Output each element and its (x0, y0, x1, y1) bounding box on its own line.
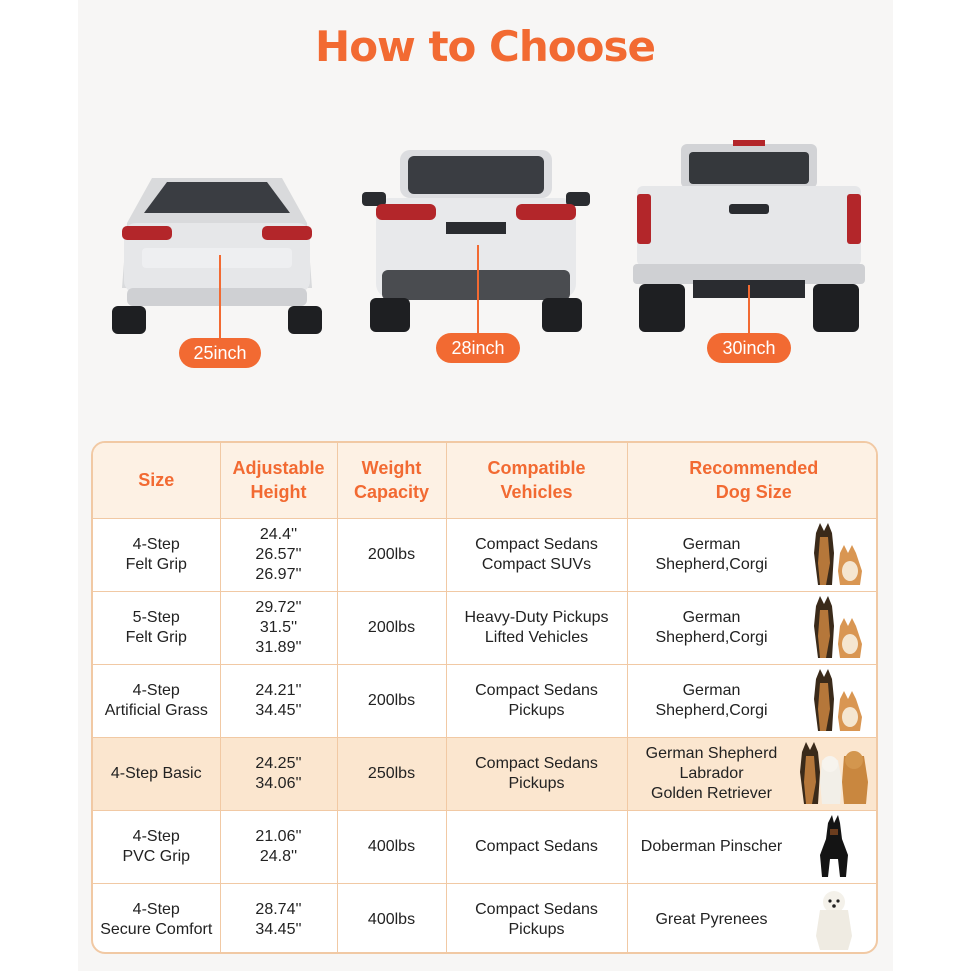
cell-vehicles: Compact Sedans Pickups (446, 883, 627, 954)
dog-label: German Shepherd,Corgi (655, 608, 768, 646)
header-compatible-vehicles: Compatible Vehicles (446, 443, 627, 518)
shepherd-corgi-icon (810, 669, 866, 739)
cell-size: 4-Step Secure Comfort (93, 883, 220, 954)
suv-height-badge: 28inch (436, 333, 520, 363)
dog-label: Great Pyrenees (655, 910, 768, 928)
cell-dog (627, 737, 878, 810)
cell-size: 4-Step PVC Grip (93, 810, 220, 883)
cell-dog (627, 810, 878, 883)
cell-weight: 250lbs (337, 737, 446, 810)
table-header-row (93, 443, 878, 518)
dog-label: German Shepherd Labrador Golden Retriever (645, 744, 778, 802)
cell-weight: 200lbs (337, 664, 446, 737)
sedan-height-badge: 25inch (179, 338, 261, 368)
suv-height-line (477, 245, 479, 335)
cell-height: 24.25'' 34.06'' (220, 737, 337, 810)
cell-dog (627, 591, 878, 664)
cell-vehicles: Compact Sedans Pickups (446, 664, 627, 737)
pickup-height-line (748, 285, 750, 335)
table-row-highlighted (93, 737, 878, 810)
cell-size: 4-Step Basic (93, 737, 220, 810)
header-size: Size (93, 443, 220, 518)
three-dogs-icon (800, 742, 870, 812)
comparison-table (91, 441, 878, 954)
page-title: How to Choose (315, 22, 655, 71)
sedan-height-line (219, 255, 221, 340)
cell-weight: 200lbs (337, 591, 446, 664)
cell-height: 24.21'' 34.45'' (220, 664, 337, 737)
cell-vehicles: Heavy-Duty Pickups Lifted Vehicles (446, 591, 627, 664)
cell-dog (627, 883, 878, 954)
table-row (93, 664, 878, 737)
cell-size: 4-Step Artificial Grass (93, 664, 220, 737)
cell-dog (627, 664, 878, 737)
dog-label: German Shepherd,Corgi (655, 681, 768, 719)
cell-height: 28.74'' 34.45'' (220, 883, 337, 954)
cell-vehicles: Compact Sedans Pickups (446, 737, 627, 810)
cell-dog (627, 518, 878, 591)
cell-height: 21.06'' 24.8'' (220, 810, 337, 883)
suv-image (362, 140, 590, 335)
dog-label: Doberman Pinscher (640, 837, 783, 855)
pyrenees-icon (814, 888, 854, 955)
cell-weight: 200lbs (337, 518, 446, 591)
table-row (93, 518, 878, 591)
table-row (93, 883, 878, 954)
doberman-icon (814, 815, 854, 885)
cell-height: 24.4'' 26.57'' 26.97'' (220, 518, 337, 591)
sedan-image (112, 168, 322, 338)
cell-vehicles: Compact Sedans (446, 810, 627, 883)
dog-label: German Shepherd,Corgi (655, 535, 768, 573)
cell-size: 5-Step Felt Grip (93, 591, 220, 664)
table-row (93, 591, 878, 664)
pickup-height-badge: 30inch (707, 333, 791, 363)
cell-weight: 400lbs (337, 883, 446, 954)
shepherd-corgi-icon (810, 596, 866, 666)
shepherd-corgi-icon (810, 523, 866, 593)
cell-height: 29.72'' 31.5'' 31.89'' (220, 591, 337, 664)
header-recommended-dog-size: Recommended Dog Size (627, 443, 878, 518)
header-weight-capacity: Weight Capacity (337, 443, 446, 518)
table-row (93, 810, 878, 883)
header-adjustable-height: Adjustable Height (220, 443, 337, 518)
cell-vehicles: Compact Sedans Compact SUVs (446, 518, 627, 591)
cell-size: 4-Step Felt Grip (93, 518, 220, 591)
cell-weight: 400lbs (337, 810, 446, 883)
